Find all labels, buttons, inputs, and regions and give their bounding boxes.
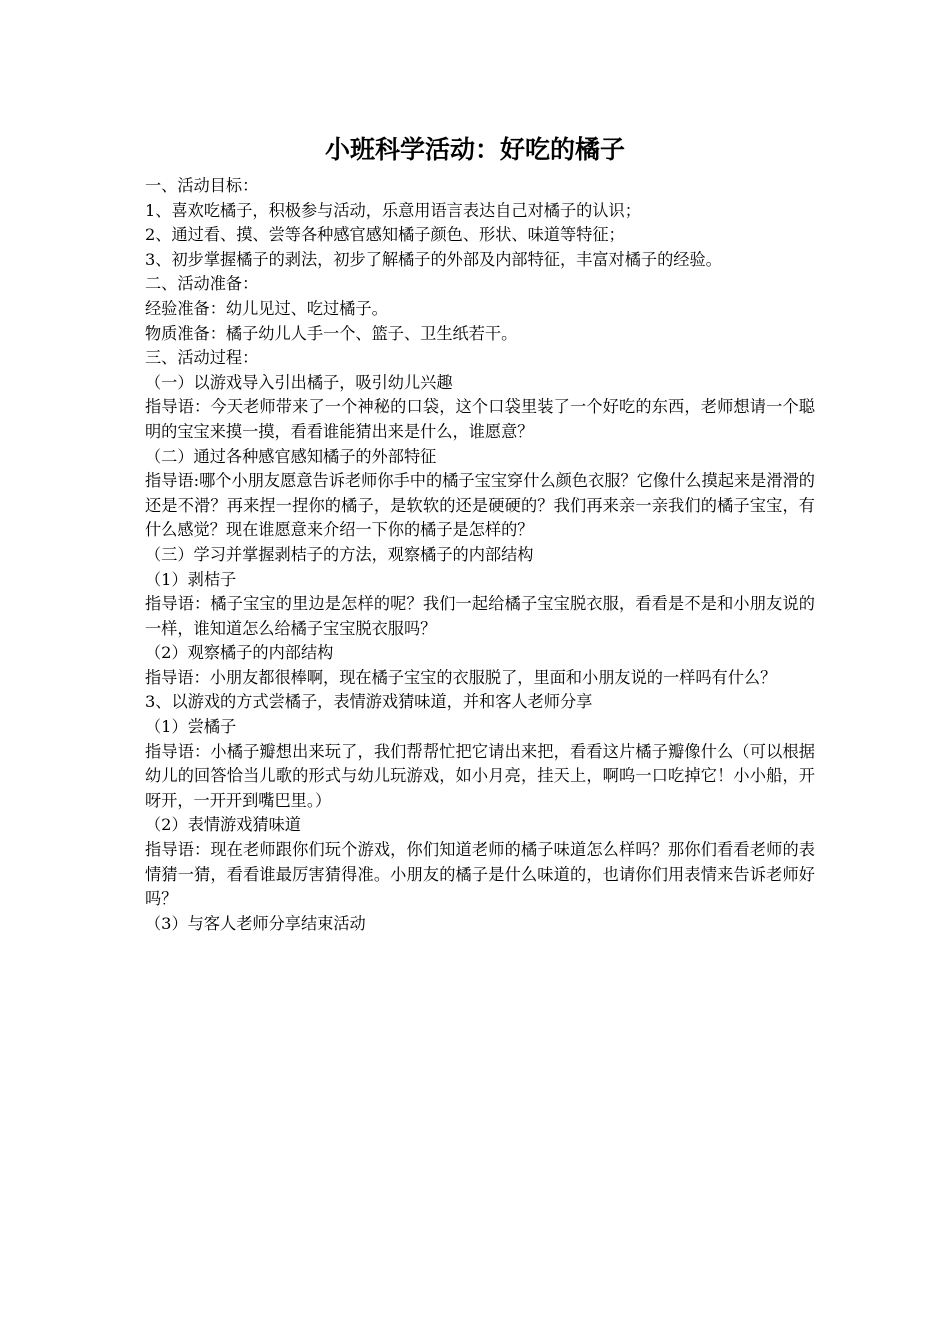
goal-item-3: 3、初步掌握橘子的剥法，初步了解橘子的外部及内部特征，丰富对橘子的经验。 (145, 249, 722, 269)
substep-guess-guidance: 指导语：现在老师跟你们玩个游戏，你们知道老师的橘子味道怎么样吗？那你们看看老师的表情猜一猜，看看谁最厉害猜得准。小朋友的橘子是什么味道的，也请你们用表情来告诉老师好吗？ (145, 840, 815, 909)
substep-taste-guidance: 指导语：小橘子瓣想出来玩了，我们帮帮忙把它请出来把，看看这片橘子瓣像什么（可以根据幼儿的回答恰当儿歌的形式与幼儿玩游戏，如小月亮，挂天上，啊呜一口吃掉它！小小船，开呀开，一开开到嘴巴里。） (145, 741, 815, 810)
preparation-materials: 物质准备：橘子幼儿人手一个、篮子、卫生纸若干。 (145, 323, 518, 343)
process-step-2-heading: （二）通过各种感官感知橘子的外部特征 (145, 446, 437, 466)
substep-observe-heading: （2）观察橘子的内部结构 (145, 643, 334, 663)
section-heading-preparation: 二、活动准备： (145, 274, 259, 294)
substep-taste-heading: （1）尝橘子 (145, 717, 237, 737)
preparation-experience: 经验准备：幼儿见过、吃过橘子。 (145, 298, 388, 318)
process-step-4-heading: 3、以游戏的方式尝橘子，表情游戏猜味道，并和客人老师分享 (145, 692, 593, 712)
process-step-1-heading: （一）以游戏导入引出橘子，吸引幼儿兴趣 (145, 372, 453, 392)
substep-share-heading: （3）与客人老师分享结束活动 (145, 913, 366, 933)
document-body (145, 174, 815, 936)
process-step-1-guidance: 指导语：今天老师带来了一个神秘的口袋，这个口袋里装了一个好吃的东西，老师想请一个聪明的宝宝来摸一摸，看看谁能猜出来是什么，谁愿意？ (145, 397, 815, 441)
process-step-3-heading: （三）学习并掌握剥桔子的方法，观察橘子的内部结构 (145, 544, 534, 564)
substep-guess-heading: （2）表情游戏猜味道 (145, 815, 301, 835)
substep-observe-guidance: 指导语：小朋友都很棒啊，现在橘子宝宝的衣服脱了，里面和小朋友说的一样吗有什么？ (145, 667, 777, 687)
section-heading-goals: 一、活动目标： (145, 176, 259, 195)
goal-item-1: 1、喜欢吃橘子，积极参与活动，乐意用语言表达自己对橘子的认识； (145, 200, 641, 220)
document-title: 小班科学活动：好吃的橘子 (324, 135, 625, 164)
section-heading-process: 三、活动过程： (145, 348, 259, 368)
substep-peel-guidance: 指导语：橘子宝宝的里边是怎样的呢？我们一起给橘子宝宝脱衣服，看看是不是和小朋友说的一样，谁知道怎么给橘子宝宝脱衣服吗？ (145, 594, 815, 638)
substep-peel-heading: （1）剥桔子 (145, 569, 237, 589)
goal-item-2: 2、通过看、摸、尝等各种感官感知橘子颜色、形状、味道等特征； (145, 225, 625, 245)
process-step-2-guidance: 指导语:哪个小朋友愿意告诉老师你手中的橘子宝宝穿什么颜色衣服？它像什么摸起来是滑滑的还是不滑？再来捏一捏你的橘子，是软软的还是硬硬的？我们再来亲一亲我们的橘子宝宝，有什么感觉？现在谁愿意来介绍一下你的橘子是怎样的？ (145, 471, 815, 540)
